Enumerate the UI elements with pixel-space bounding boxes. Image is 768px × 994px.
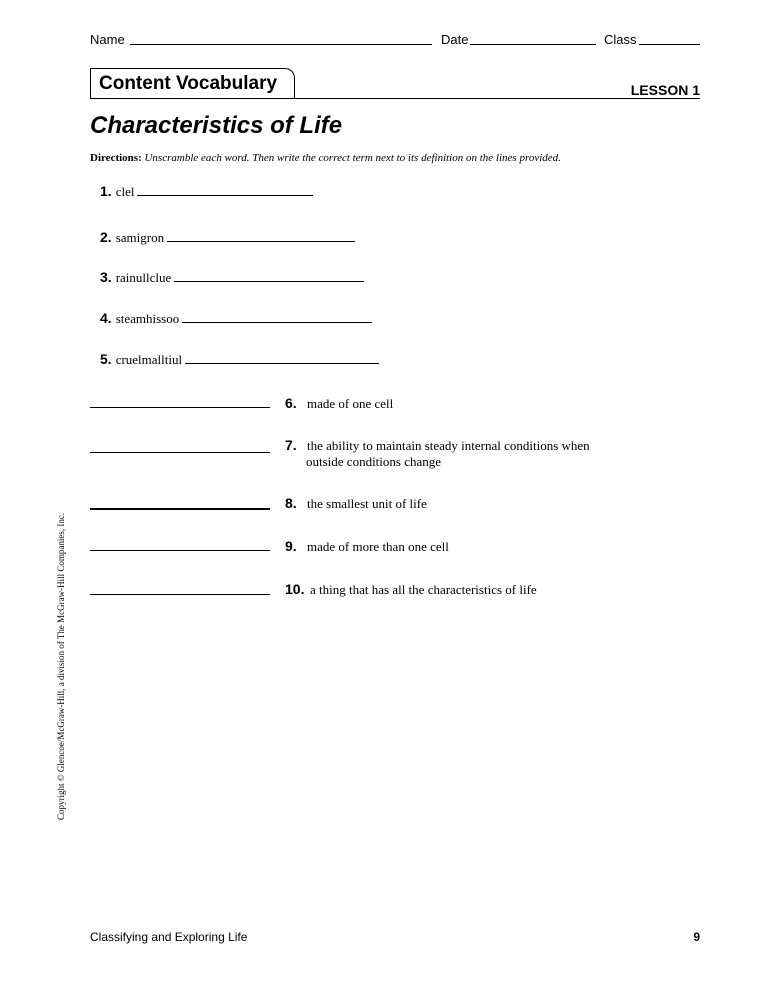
scrambled-word: steamhissoo [115,311,180,326]
class-line[interactable] [639,44,700,45]
scramble-item: 5. cruelmalltiul [100,351,379,368]
answer-line[interactable] [90,550,270,551]
scramble-item: 3. rainullclue [100,269,364,286]
answer-line[interactable] [90,452,270,453]
footer-book-title: Classifying and Exploring Life [90,930,248,944]
definition-text: made of more than one cell [307,539,449,554]
scramble-item: 2. samigron [100,229,355,246]
scrambled-word: samigron [115,230,165,245]
scrambled-word: cruelmalltiul [115,352,183,367]
definition-item: 10. a thing that has all the characteristics of life [285,581,537,597]
answer-blank[interactable] [174,280,364,282]
scramble-item: 1. clel [100,183,313,200]
scramble-item: 4. steamhissoo [100,310,372,327]
name-line[interactable] [130,44,432,45]
definition-item: 6. made of one cell [285,395,394,411]
definition-text-cont: outside conditions change [306,454,442,469]
definition-text: made of one cell [307,396,394,411]
copyright-notice: Copyright © Glencoe/McGraw-Hill, a division of The McGraw-Hill Companies, Inc. [56,512,66,820]
definition-text: the smallest unit of life [307,496,427,511]
answer-blank[interactable] [167,240,355,242]
date-line[interactable] [470,44,596,45]
banner-title: Content Vocabulary [99,73,278,94]
answer-line[interactable] [90,594,270,595]
banner-rule [90,98,700,99]
class-label: Class [604,32,637,47]
content-vocabulary-tab [90,68,295,98]
definition-item: 9. made of more than one cell [285,538,449,554]
definition-text: a thing that has all the characteristics of life [310,582,537,597]
directions-text: Unscramble each word. Then write the correct term next to its definition on the lines provided. [144,152,561,164]
name-label: Name [90,32,125,47]
directions-label: Directions: [90,152,142,164]
scrambled-word: rainullclue [115,270,172,285]
answer-line[interactable] [90,407,270,408]
answer-line[interactable] [90,508,270,510]
lesson-label: LESSON 1 [630,82,700,98]
page-title: Characteristics of Life [90,112,343,139]
answer-blank[interactable] [137,194,313,196]
directions [90,152,710,164]
definition-text: the ability to maintain steady internal conditions when [307,438,590,453]
answer-blank[interactable] [185,362,379,364]
date-label: Date [441,32,469,47]
answer-blank[interactable] [182,321,372,323]
scrambled-word: clel [115,184,135,199]
definition-item: 7. the ability to maintain steady internal conditions when outside conditions change [285,437,645,470]
definition-item: 8. the smallest unit of life [285,495,427,511]
page-number: 9 [693,930,700,944]
